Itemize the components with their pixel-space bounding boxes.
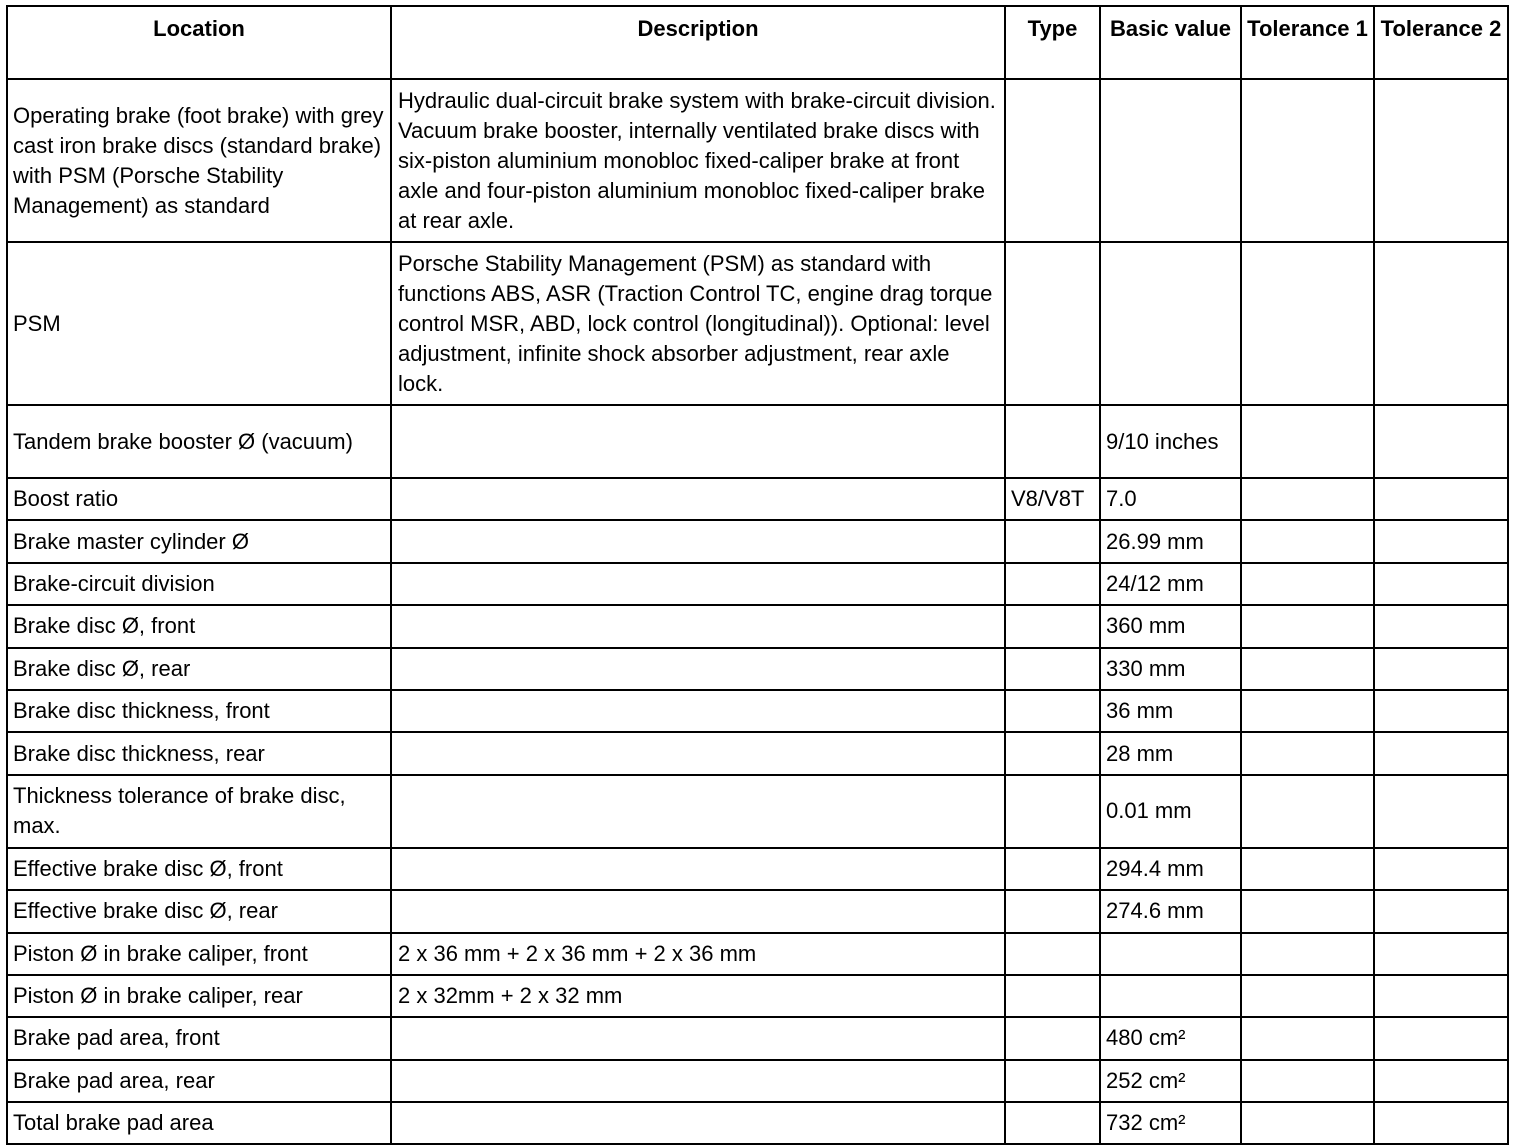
basic-value-cell: 26.99 mm (1100, 520, 1241, 562)
location-cell: Effective brake disc Ø, front (7, 848, 391, 890)
basic-value-cell (1100, 975, 1241, 1017)
description-cell: Hydraulic dual-circuit brake system with brake-circuit division. Vacuum brake booster, internally ventilated brake discs with six-piston aluminium monobloc fixed-caliper brake at front axle and four-piston aluminium monobloc fixed-caliper brake at rear axle. (391, 79, 1005, 242)
location-cell: Total brake pad area (7, 1102, 391, 1144)
tolerance-2-cell (1374, 732, 1508, 774)
tolerance-2-cell (1374, 79, 1508, 242)
location-cell: Piston Ø in brake caliper, rear (7, 975, 391, 1017)
table-row (7, 478, 1508, 520)
location-cell: Brake pad area, front (7, 1017, 391, 1059)
tolerance-1-cell (1241, 605, 1374, 647)
column-header-location: Location (7, 6, 391, 79)
table-row (7, 933, 1508, 975)
tolerance-1-cell (1241, 1060, 1374, 1102)
description-cell (391, 732, 1005, 774)
description-cell (391, 648, 1005, 690)
type-cell (1005, 563, 1100, 605)
tolerance-2-cell (1374, 605, 1508, 647)
table-row (7, 242, 1508, 405)
table-row (7, 79, 1508, 242)
column-header-basic-value: Basic value (1100, 6, 1241, 79)
type-cell (1005, 605, 1100, 647)
type-cell (1005, 79, 1100, 242)
tolerance-1-cell (1241, 563, 1374, 605)
tolerance-2-cell (1374, 848, 1508, 890)
type-cell (1005, 405, 1100, 478)
basic-value-cell (1100, 79, 1241, 242)
type-cell (1005, 1102, 1100, 1144)
description-cell (391, 478, 1005, 520)
tolerance-2-cell (1374, 890, 1508, 932)
location-cell: Brake disc Ø, front (7, 605, 391, 647)
type-cell (1005, 520, 1100, 562)
tolerance-1-cell (1241, 242, 1374, 405)
location-cell: Brake-circuit division (7, 563, 391, 605)
tolerance-2-cell (1374, 1060, 1508, 1102)
tolerance-2-cell (1374, 405, 1508, 478)
basic-value-cell: 24/12 mm (1100, 563, 1241, 605)
table-row (7, 605, 1508, 647)
tolerance-1-cell (1241, 1017, 1374, 1059)
basic-value-cell: 480 cm² (1100, 1017, 1241, 1059)
basic-value-cell: 732 cm² (1100, 1102, 1241, 1144)
location-cell: PSM (7, 242, 391, 405)
description-cell: 2 x 32mm + 2 x 32 mm (391, 975, 1005, 1017)
basic-value-cell: 9/10 inches (1100, 405, 1241, 478)
table-header (7, 6, 1508, 79)
type-cell (1005, 848, 1100, 890)
type-cell (1005, 690, 1100, 732)
description-cell (391, 405, 1005, 478)
type-cell (1005, 775, 1100, 848)
tolerance-1-cell (1241, 775, 1374, 848)
tolerance-1-cell (1241, 848, 1374, 890)
description-cell: 2 x 36 mm + 2 x 36 mm + 2 x 36 mm (391, 933, 1005, 975)
basic-value-cell: 252 cm² (1100, 1060, 1241, 1102)
table-row (7, 975, 1508, 1017)
location-cell: Brake disc thickness, front (7, 690, 391, 732)
description-cell (391, 1102, 1005, 1144)
header-row (7, 6, 1508, 79)
description-cell (391, 563, 1005, 605)
description-cell (391, 605, 1005, 647)
tolerance-1-cell (1241, 975, 1374, 1017)
type-cell (1005, 933, 1100, 975)
type-cell (1005, 975, 1100, 1017)
type-cell (1005, 648, 1100, 690)
column-header-description: Description (391, 6, 1005, 79)
tolerance-1-cell (1241, 79, 1374, 242)
type-cell: V8/V8T (1005, 478, 1100, 520)
brake-spec-table (6, 5, 1509, 1145)
basic-value-cell: 28 mm (1100, 732, 1241, 774)
tolerance-2-cell (1374, 1102, 1508, 1144)
type-cell (1005, 1017, 1100, 1059)
description-cell (391, 775, 1005, 848)
tolerance-1-cell (1241, 690, 1374, 732)
table-row (7, 1102, 1508, 1144)
type-cell (1005, 1060, 1100, 1102)
type-cell (1005, 242, 1100, 405)
location-cell: Piston Ø in brake caliper, front (7, 933, 391, 975)
tolerance-2-cell (1374, 775, 1508, 848)
description-cell: Porsche Stability Management (PSM) as standard with functions ABS, ASR (Traction Control TC, engine drag torque control MSR, ABD, lock control (longitudinal)). Optional: level adjustment, infinite shock absorber adjustment, rear axle lock. (391, 242, 1005, 405)
table-row (7, 563, 1508, 605)
tolerance-2-cell (1374, 478, 1508, 520)
table-row (7, 690, 1508, 732)
location-cell: Brake master cylinder Ø (7, 520, 391, 562)
tolerance-2-cell (1374, 563, 1508, 605)
location-cell: Brake pad area, rear (7, 1060, 391, 1102)
tolerance-2-cell (1374, 648, 1508, 690)
table-row (7, 648, 1508, 690)
tolerance-2-cell (1374, 1017, 1508, 1059)
table-body (7, 79, 1508, 1144)
location-cell: Brake disc thickness, rear (7, 732, 391, 774)
description-cell (391, 1017, 1005, 1059)
type-cell (1005, 890, 1100, 932)
tolerance-2-cell (1374, 933, 1508, 975)
column-header-type: Type (1005, 6, 1100, 79)
tolerance-1-cell (1241, 648, 1374, 690)
basic-value-cell: 7.0 (1100, 478, 1241, 520)
column-header-tolerance-2: Tolerance 2 (1374, 6, 1508, 79)
table-row (7, 848, 1508, 890)
table-row (7, 775, 1508, 848)
location-cell: Boost ratio (7, 478, 391, 520)
basic-value-cell: 330 mm (1100, 648, 1241, 690)
location-cell: Effective brake disc Ø, rear (7, 890, 391, 932)
basic-value-cell (1100, 242, 1241, 405)
type-cell (1005, 732, 1100, 774)
description-cell (391, 1060, 1005, 1102)
description-cell (391, 520, 1005, 562)
tolerance-1-cell (1241, 405, 1374, 478)
description-cell (391, 848, 1005, 890)
tolerance-1-cell (1241, 1102, 1374, 1144)
description-cell (391, 890, 1005, 932)
basic-value-cell: 36 mm (1100, 690, 1241, 732)
description-cell (391, 690, 1005, 732)
location-cell: Operating brake (foot brake) with grey cast iron brake discs (standard brake) with PSM (Porsche Stability Management) as standard (7, 79, 391, 242)
table-row (7, 520, 1508, 562)
location-cell: Brake disc Ø, rear (7, 648, 391, 690)
location-cell: Thickness tolerance of brake disc, max. (7, 775, 391, 848)
tolerance-1-cell (1241, 520, 1374, 562)
tolerance-1-cell (1241, 478, 1374, 520)
basic-value-cell: 274.6 mm (1100, 890, 1241, 932)
basic-value-cell: 0.01 mm (1100, 775, 1241, 848)
tolerance-2-cell (1374, 975, 1508, 1017)
tolerance-2-cell (1374, 520, 1508, 562)
table-row (7, 890, 1508, 932)
tolerance-2-cell (1374, 242, 1508, 405)
column-header-tolerance-1: Tolerance 1 (1241, 6, 1374, 79)
basic-value-cell: 294.4 mm (1100, 848, 1241, 890)
table-row (7, 405, 1508, 478)
table-row (7, 732, 1508, 774)
tolerance-1-cell (1241, 732, 1374, 774)
tolerance-1-cell (1241, 933, 1374, 975)
tolerance-1-cell (1241, 890, 1374, 932)
table-row (7, 1017, 1508, 1059)
basic-value-cell: 360 mm (1100, 605, 1241, 647)
basic-value-cell (1100, 933, 1241, 975)
location-cell: Tandem brake booster Ø (vacuum) (7, 405, 391, 478)
tolerance-2-cell (1374, 690, 1508, 732)
table-row (7, 1060, 1508, 1102)
